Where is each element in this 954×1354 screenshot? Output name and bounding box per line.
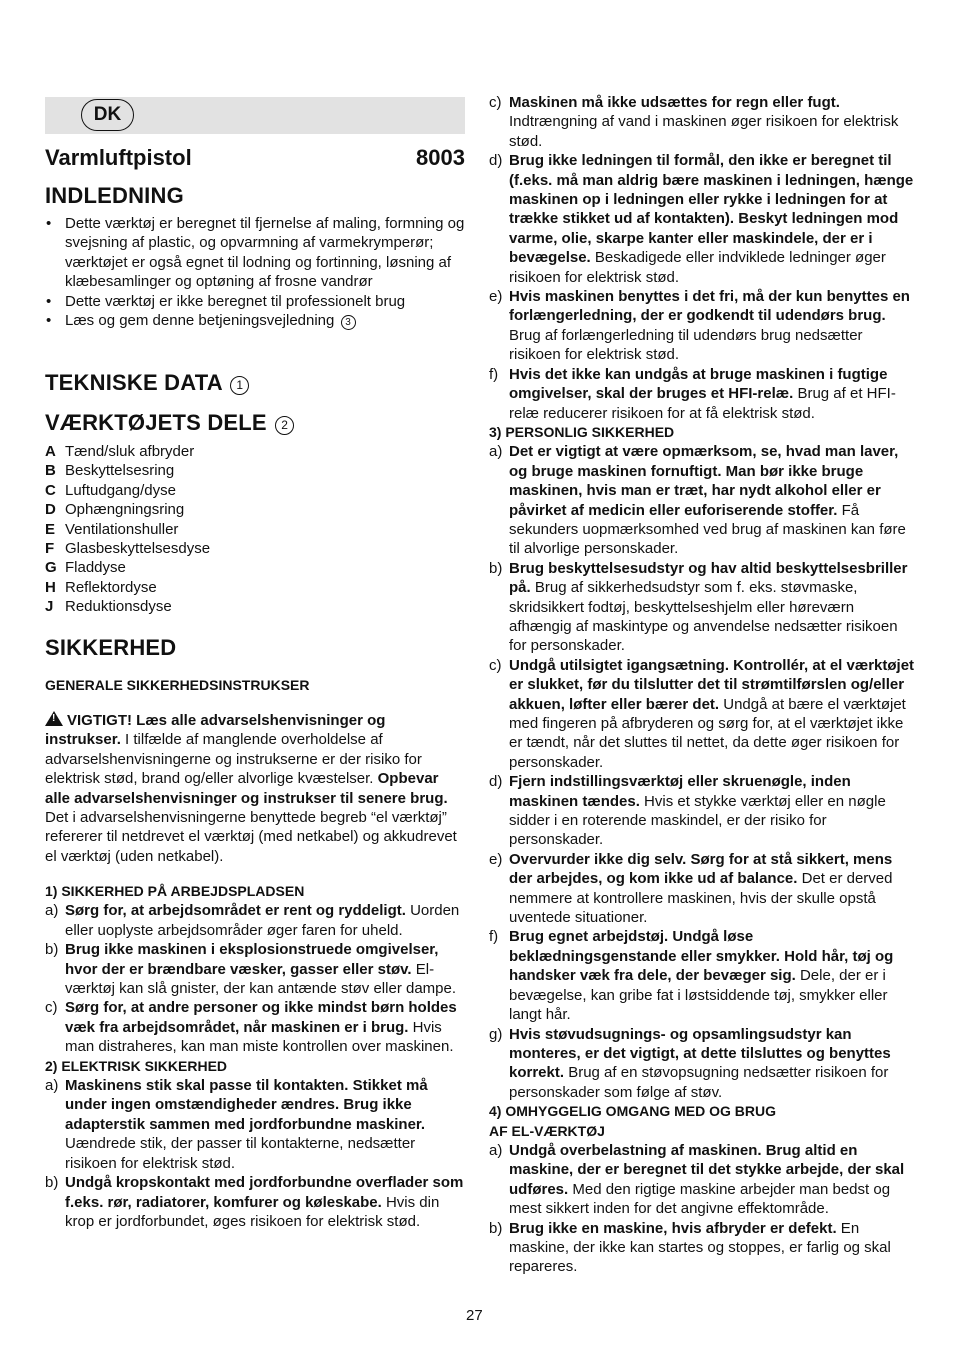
- right-column: [489, 93, 917, 1277]
- figure-ref-icon: 1: [230, 376, 249, 395]
- safety-item: a) Det er vigtigt at være opmærksom, se, hvad man laver, og bruge maskinen fornuftigt. Man bør ikke bruge maskinen, hvis man er træt, har nydt alkohol eller er påvirket af medicin eller euforiserende stoffer. Få sekunders uopmærksomhed ved brug af maskinen kan føre til alvorlige personskader.: [489, 443, 906, 558]
- safety-item: f) Brug egnet arbejdstøj. Undgå løse beklædningsgenstande eller smykker. Hold hår, tøj og handsker væk fra dele, der bevæger sig. Dele, der er i bevægelse, kan gribe fat i løstsiddende tøj, smykker eller langt hår.: [489, 928, 894, 1024]
- parts-list-item: E Ventilationshuller: [45, 520, 179, 538]
- parts-heading: VÆRKTØJETS DELE 2: [45, 409, 294, 437]
- intro-bullet: • Dette værktøj er beregnet til fjernelse af maling, formning og svejsning af plastic, og opvarmning af varmekrymperør; værktøjet er også egnet til lodning og fortinning, løsning af klæbesamlinger og optøning af frosne vandrør: [45, 214, 465, 292]
- product-title: [45, 144, 465, 172]
- parts-list: [45, 442, 465, 617]
- parts-list-item: H Reflektordyse: [45, 578, 157, 596]
- product-name: Varmluftpistol: [45, 145, 192, 170]
- safety-item: e) Hvis maskinen benyttes i det fri, må der kun benyttes en forlængerledning, der er godkendt til udendørs brug. Brug af forlængerledning til udendørs brug nedsætter risikoen for elektrisk stød.: [489, 288, 910, 364]
- safety-item: a) Maskinens stik skal passe til kontakten. Stikket må under ingen omstændigheder ændres. Brug ikke adapterstik sammen med jordforbundne maskiner. Uændrede stik, der passer til kontakterne, nedsætter risikoen for elektrisk stød.: [45, 1077, 428, 1172]
- safety-item: b) Brug beskyttelsesudstyr og hav altid beskyttelsesbriller på. Brug af sikkerhedsudstyr som f. eks. støvmaske, skridsikkert fodtøj, beskyttelseshjelm eller høreværn afhængig af maskintype og anvendelse nedsætter risikoen for personskader.: [489, 559, 908, 655]
- safety-heading: SIKKERHED: [45, 635, 177, 660]
- safety-item: d) Brug ikke ledningen til formål, den ikke er beregnet til (f.eks. må man aldrig bære maskinen i ledningen, hænge maskinen op i ledningen eller rykke i ledningen for at trække stikket ud af kontakten). Beskyt ledningen mod varme, olie, skarpe kanter eller maskindele, der er i bevægelse. Beskadigede eller indviklede ledninger øger risikoen for elektrisk stød.: [489, 152, 914, 286]
- safety-item: f) Hvis det ikke kan undgås at bruge maskinen i fugtige omgivelser, skal der bruges et HFI-relæ. Brug af et HFI-relæ reducerer risikoen for at få elektrisk stød.: [489, 365, 896, 422]
- tech-heading: TEKNISKE DATA 1: [45, 369, 249, 397]
- safety-item: d) Fjern indstillingsværktøj eller skruenøgle, inden maskinen tændes. Hvis et stykke værktøj eller en nøgle sidder i en roterende maskindel, er der risiko for personskader.: [489, 773, 886, 849]
- general-safety-heading: GENERALE SIKKERHEDSINSTRUKSER: [45, 677, 310, 693]
- section-heading: 3) PERSONLIG SIKKERHED: [489, 423, 675, 440]
- parts-list-item: C Luftudgang/dyse: [45, 481, 176, 499]
- parts-list-item: D Ophængningsring: [45, 501, 185, 519]
- parts-list-item: A Tænd/sluk afbryder: [45, 443, 195, 460]
- intro-bullet: • Læs og gem denne betjeningsvejledning 3: [45, 311, 465, 330]
- section-heading: 2) ELEKTRISK SIKKERHED: [45, 1057, 228, 1074]
- safety-item: e) Overvurder ikke dig selv. Sørg for at stå sikkert, mens der arbejdes, og kom ikke ud af balance. Det er derved nemmere at kontrollere maskinen, hvis der skulle opstå uventede situationer.: [489, 850, 893, 927]
- safety-item: c) Sørg for, at andre personer og ikke mindst børn holdes væk fra arbejdsområdet, når maskinen er i brug. Hvis man distraheres, kan man miste kontrollen over maskinen.: [45, 999, 457, 1056]
- safety-item: a) Undgå overbelastning af maskinen. Brug altid en maskine, der er beregnet til det stykke arbejde, der skal udføres. Med den rigtige maskine arbejder man bedst og mest sikkert inden for det angivne effektområde.: [489, 1141, 905, 1218]
- language-banner: [45, 97, 465, 134]
- section-heading: 4) OMHYGGELIG OMGANG MED OG BRUG AF EL-VÆRKTØJ: [489, 1103, 777, 1139]
- safety-item: b) Brug ikke maskinen i eksplosionstruede omgivelser, hvor der er brændbare væsker, gasser eller støv. El-værktøj kan slå gnister, der kan antænde støv eller dampe.: [45, 941, 457, 998]
- warning-paragraph: !VIGTIGT! Læs alle advarselshenvisninger og instrukser. I tilfælde af manglende overholdelse af advarselshenvisningerne og instrukserne er der risiko for elektrisk stød, brand og/eller alvorlige kvæstelser. Opbevar alle advarselshenvisninger og instrukser til senere brug. Det i advarselshenvisningerne benyttede begreb “el værktøj” refererer til netdrevet el værktøj (med netkabel) og akkudrevet el værktøj (uden netkabel).: [45, 711, 465, 866]
- safety-item: g) Hvis støvudsugnings- og opsamlingsudstyr kan monteres, er det vigtigt, at dette tilsluttes og benyttes korrekt. Brug af en støvopsugning nedsætter risikoen for personskader som følge af støv.: [489, 1025, 891, 1101]
- safety-item: b) Brug ikke en maskine, hvis afbryder er defekt. En maskine, der ikke kan startes og stoppes, er farlig og skal repareres.: [489, 1219, 891, 1276]
- figure-ref-icon: 3: [341, 315, 356, 330]
- model-number: 8003: [416, 145, 465, 170]
- parts-list-item: B Beskyttelsesring: [45, 462, 175, 480]
- safety-item: c) Maskinen må ikke udsættes for regn eller fugt. Indtrængning af vand i maskinen øger risikoen for elektrisk stød.: [489, 94, 899, 150]
- parts-list-item: G Fladdyse: [45, 559, 126, 577]
- safety-item: b) Undgå kropskontakt med jordforbundne overflader som f.eks. rør, radiatorer, komfurer og køleskabe. Hvis din krop er jordforbundet, øges risikoen for elektrisk stød.: [45, 1174, 464, 1230]
- parts-list-item: F Glasbeskyttelsesdyse: [45, 540, 211, 558]
- intro-bullet: • Dette værktøj er ikke beregnet til professionelt brug: [45, 292, 465, 311]
- safety-item: a) Sørg for, at arbejdsområdet er rent og ryddeligt. Uorden eller uoplyste arbejdsområder øger faren for uheld.: [45, 902, 460, 939]
- safety-item: c) Undgå utilsigtet igangsætning. Kontrollér, at el værktøjet er slukket, før du tilslutter det til strømtilførslen og/eller akkuen, løfter eller bærer det. Undgå at bære el værktøjet med fingeren på afbryderen og sørg for, at el værktøjet ikke er tændt, når det sluttes til nettet, da dette øger risikoen for personskader.: [489, 656, 915, 771]
- intro-heading: INDLEDNING: [45, 183, 184, 208]
- section-heading: 1) SIKKERHED PÅ ARBEJDSPLADSEN: [45, 883, 305, 899]
- section-workplace: [45, 882, 465, 1231]
- parts-list-item: J Reduktionsdyse: [45, 598, 172, 616]
- intro-bullets: [45, 214, 465, 330]
- figure-ref-icon: 2: [275, 416, 294, 435]
- language-badge: DK: [81, 99, 134, 131]
- page-number: 27: [466, 1307, 483, 1324]
- warning-triangle-icon: [45, 711, 63, 726]
